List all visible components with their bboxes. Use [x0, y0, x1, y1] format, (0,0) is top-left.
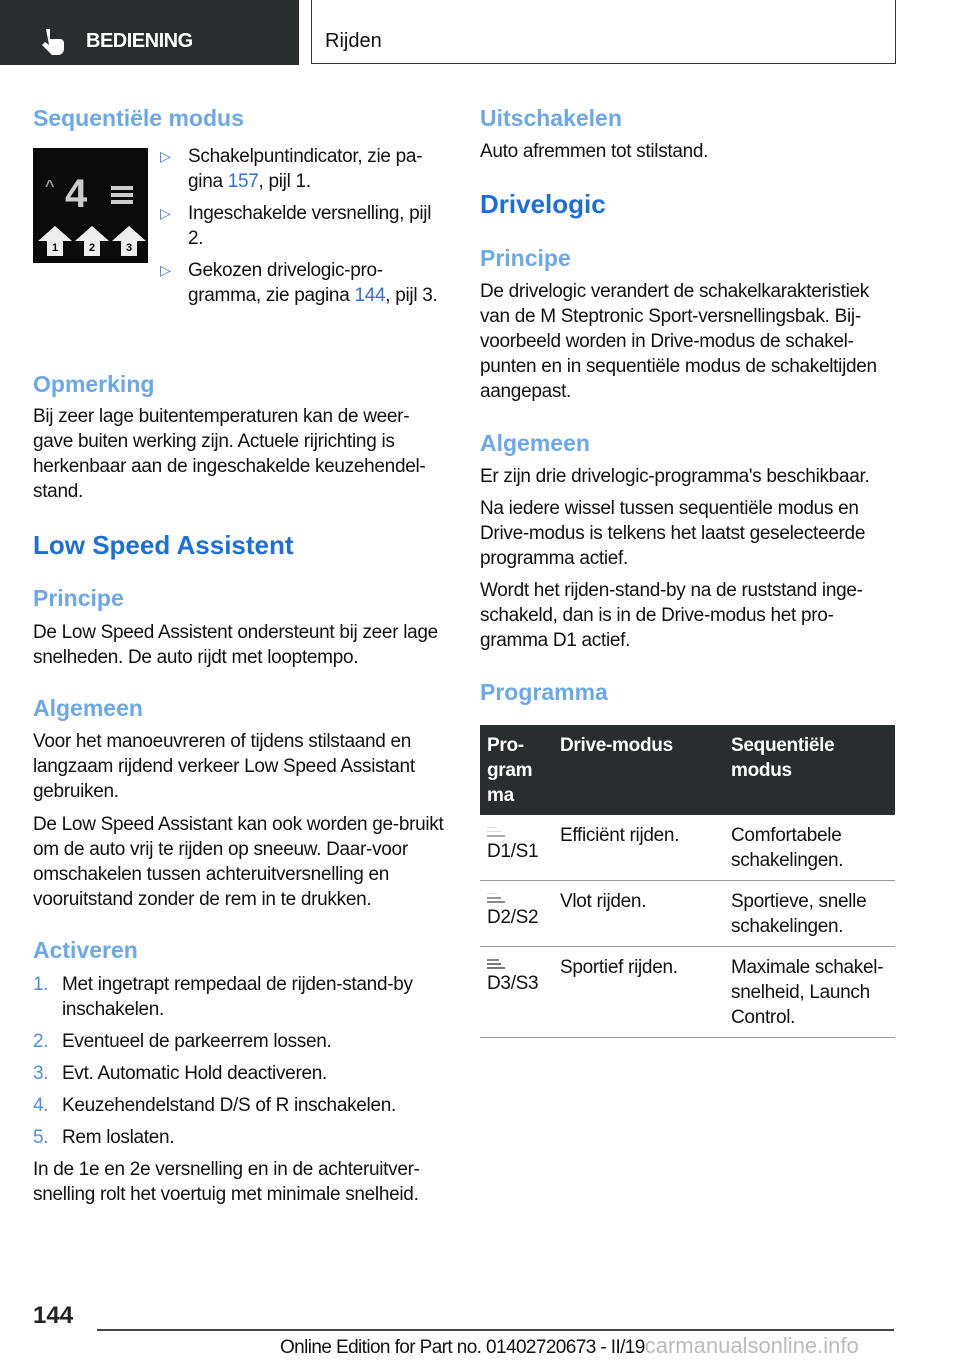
program-3-icon [487, 957, 505, 971]
switch-off-text: Auto afremmen tot stilstand. [480, 141, 709, 162]
footer-divider [97, 1329, 894, 1331]
heading-general-right: Algemeen [480, 430, 590, 456]
step-item: 3. Evt. Automatic Hold deactiveren. [33, 1063, 327, 1084]
table-row: D3/S3 Sportief rijden. Maximale schakel-snelheid, Launch Control. [480, 947, 895, 1038]
section-header [0, 0, 299, 65]
drivelogic-general-3: Wordt het rijden-stand-by na de ruststand inge-schakeld, dan is in de Drive-modus het pro-gramma D1 actief. [480, 580, 863, 651]
step-item: 2. Eventueel de parkeerrem lossen. [33, 1031, 332, 1052]
drivelogic-general-1: Er zijn drie drivelogic-programma's beschikbaar. [480, 466, 870, 487]
section-title: BEDIENING [86, 30, 193, 52]
program-2-icon [487, 891, 505, 905]
bullet-item: ▷ Gekozen drivelogic-pro-gramma, zie pagina 144, pijl 3. [160, 260, 438, 306]
triangle-bullet-icon: ▷ [160, 205, 171, 221]
heading-sequential-mode: Sequentiële modus [33, 105, 244, 131]
column-header: Sequentiële modus [724, 725, 895, 815]
program-1-icon [487, 825, 505, 839]
bullet-item: ▷ Ingeschakelde versnelling, pijl 2. [160, 203, 432, 249]
arrow-label: 1 [51, 242, 59, 254]
note-text: Bij zeer lage buitentemperaturen kan de weer-gave buiten werking zijn. Actuele rijrichting is herkenbaar aan de ingeschakelde keuzehendel-stand. [33, 406, 426, 502]
footer-edition: Online Edition for Part no. 01402720673 - II/19carmanualsonline.info [280, 1333, 859, 1358]
watermark: carmanualsonline.info [644, 1333, 859, 1358]
triangle-bullet-icon: ▷ [160, 148, 171, 164]
heading-general: Algemeen [33, 695, 143, 721]
sequential-bullets [160, 144, 445, 315]
table-row: D1/S1 Efficiënt rijden. Comfortabele schakelingen. [480, 815, 895, 881]
heading-principle: Principe [33, 585, 124, 611]
triangle-bullet-icon: ▷ [160, 262, 171, 278]
heading-note: Opmerking [33, 371, 155, 397]
heading-low-speed-assistant: Low Speed Assistent [33, 530, 294, 560]
general-text-1: Voor het manoeuvreren of tijdens stilstaand en langzaam rijdend verkeer Low Speed Assistant gebruiken. [33, 731, 415, 802]
hand-pointer-icon [40, 27, 66, 55]
page-link[interactable]: 157 [227, 171, 259, 192]
heading-drivelogic: Drivelogic [480, 189, 606, 219]
shift-display-image: ^ 4 1 2 3 [33, 148, 148, 263]
heading-activate: Activeren [33, 937, 138, 963]
svg-text:3: 3 [125, 242, 133, 254]
heading-principle-right: Principe [480, 245, 571, 271]
activate-after-text: In de 1e en 2e versnelling en in de achteruitver-snelling rolt het voertuig met minimale snelheid. [33, 1159, 420, 1205]
step-item: 5. Rem loslaten. [33, 1127, 175, 1148]
column-header: Drive-modus [553, 725, 724, 815]
activate-steps [33, 972, 445, 1157]
bullet-item: ▷ Schakelpuntindicator, zie pa-gina 157, pijl 1. [160, 146, 423, 192]
page-number: 144 [33, 1302, 74, 1329]
heading-switch-off: Uitschakelen [480, 105, 622, 131]
chapter-title: Rijden [325, 30, 382, 52]
page-link[interactable]: 144 [354, 285, 386, 306]
step-item: 4. Keuzehendelstand D/S of R inschakelen. [33, 1095, 396, 1116]
svg-text:2: 2 [88, 242, 96, 254]
drivelogic-principle-text: De drivelogic verandert de schakelkarakteristiek van de M Steptronic Sport-versnellingsbak. Bij-voorbeeld worden in Drive-modus de schakel-punten en in sequentiële modus de schakeltijden aangepast. [480, 281, 877, 402]
column-header: Pro-gram ma [480, 725, 553, 815]
table-row: D2/S2 Vlot rijden. Sportieve, snelle schakelingen. [480, 881, 895, 947]
general-text-2: De Low Speed Assistant kan ook worden ge-bruikt om de auto vrij te rijden op sneeuw. Daar-voor omschakelen tussen achteruitversnelling en vooruitstand zonder de rem in te drukken. [33, 814, 444, 910]
program-table [480, 725, 895, 1038]
chapter-header [311, 0, 896, 64]
step-item: 1. Met ingetrapt rempedaal de rijden-stand-by inschakelen. [33, 974, 413, 1020]
heading-program: Programma [480, 679, 608, 705]
principle-text: De Low Speed Assistent ondersteunt bij zeer lage snelheden. De auto rijdt met looptempo. [33, 622, 438, 668]
drivelogic-general-2: Na iedere wissel tussen sequentiële modus en Drive-modus is telkens het laatst geselecteerde programma actief. [480, 498, 866, 569]
